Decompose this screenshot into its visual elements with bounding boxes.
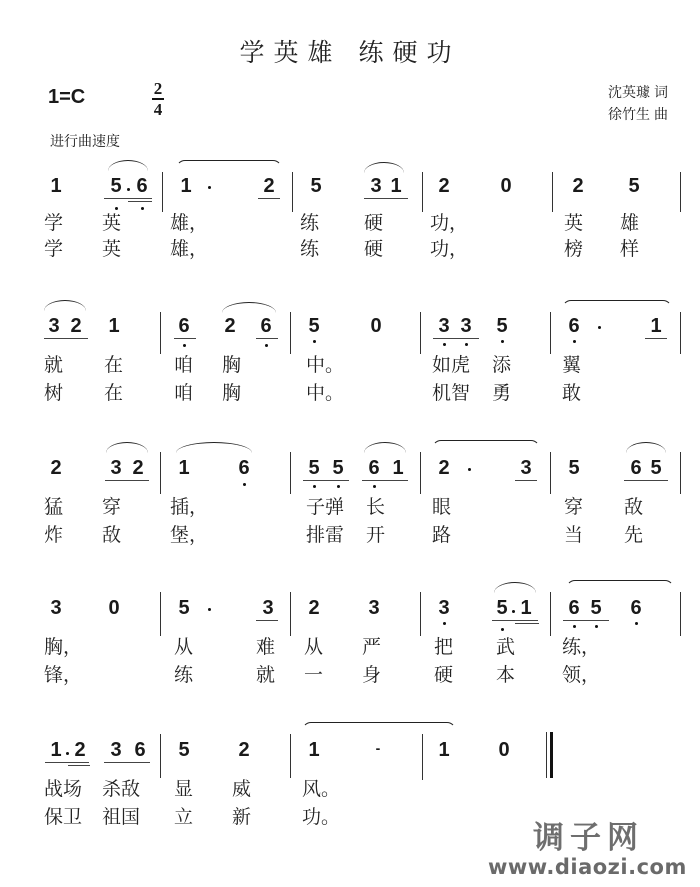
- lyric: 功。: [302, 806, 341, 828]
- bar-line: [550, 592, 551, 636]
- note: 5: [650, 457, 662, 479]
- note: 3: [460, 315, 472, 337]
- note: 2: [70, 315, 82, 337]
- lyric: 先: [624, 524, 644, 546]
- bar-line: [290, 592, 291, 636]
- lyric: 显: [174, 778, 194, 800]
- credit-lyricist: [608, 82, 668, 104]
- lyric: 战场: [44, 778, 83, 800]
- lyric: 从: [174, 636, 194, 658]
- slur: [44, 300, 86, 311]
- note: 3: [110, 457, 122, 479]
- lyric: 咱: [174, 382, 194, 404]
- lyric: 就: [44, 354, 64, 376]
- lyric: 胸: [222, 382, 242, 404]
- lyric: 身: [362, 664, 382, 686]
- note: 6: [134, 739, 146, 761]
- bar-line: [420, 592, 421, 636]
- lyric: 雄，: [170, 238, 209, 260]
- note: 1: [650, 315, 662, 337]
- note: 5: [110, 175, 122, 197]
- note: 1: [178, 457, 190, 479]
- lyric: 领，: [562, 664, 601, 686]
- lyric: 从: [304, 636, 324, 658]
- note: 2: [238, 739, 250, 761]
- note: 1: [50, 175, 62, 197]
- tie: [176, 160, 282, 169]
- lyric: 功，: [430, 238, 469, 260]
- note: 3: [370, 175, 382, 197]
- note: 1: [438, 739, 450, 761]
- key-signature: 1=C: [48, 86, 86, 108]
- note: 2: [50, 457, 62, 479]
- score-system-2: [0, 290, 700, 420]
- lyric: 添: [492, 354, 512, 376]
- augmentation-dot: [598, 326, 601, 329]
- lyric: 穿: [102, 496, 122, 518]
- slur: [494, 582, 536, 593]
- lyric: 树: [44, 382, 64, 404]
- beam: [515, 623, 539, 624]
- lyric: 在: [104, 354, 124, 376]
- note: 0: [500, 175, 512, 197]
- beam: [258, 198, 280, 199]
- low-octave-dot: [141, 207, 144, 210]
- bar-line: [290, 734, 291, 778]
- bar-line: [162, 172, 163, 212]
- lyric: 胸: [222, 354, 242, 376]
- lyric: 咱: [174, 354, 194, 376]
- beam: [256, 620, 278, 621]
- note: 5: [628, 175, 640, 197]
- note: 2: [438, 457, 450, 479]
- time-sig-bottom: 4: [153, 100, 163, 119]
- low-octave-dot: [313, 485, 316, 488]
- low-octave-dot: [337, 485, 340, 488]
- note: 5: [496, 597, 508, 619]
- beam: [492, 620, 538, 621]
- note: 3: [262, 597, 274, 619]
- bar-line: [422, 172, 423, 212]
- bar-line: [160, 734, 161, 778]
- tie: [432, 440, 540, 449]
- time-signature: [152, 80, 164, 118]
- note: 5: [178, 739, 190, 761]
- lyric: 排雷: [306, 524, 345, 546]
- note: 6: [630, 457, 642, 479]
- note: 6: [368, 457, 380, 479]
- low-octave-dot: [635, 622, 638, 625]
- lyric: 新: [232, 806, 252, 828]
- note: 0: [370, 315, 382, 337]
- lyric: 硬: [364, 238, 384, 260]
- note: 6: [178, 315, 190, 337]
- note: 2: [438, 175, 450, 197]
- lyric: 祖国: [102, 806, 141, 828]
- beam: [645, 338, 667, 339]
- beam: [44, 338, 88, 339]
- bar-line: [292, 172, 293, 212]
- bar-line: [160, 312, 161, 354]
- lyric: 英: [564, 212, 584, 234]
- lyric: 眼: [432, 496, 452, 518]
- beam: [364, 198, 408, 199]
- note: 6: [260, 315, 272, 337]
- lyric: 雄，: [170, 212, 209, 234]
- slur: [626, 442, 666, 453]
- low-octave-dot: [443, 343, 446, 346]
- note: 2: [263, 175, 275, 197]
- note: 1: [108, 315, 120, 337]
- low-octave-dot: [573, 625, 576, 628]
- note: 3: [520, 457, 532, 479]
- lyricist-name: 沈英璩: [608, 85, 650, 101]
- tie: [562, 300, 672, 309]
- low-octave-dot: [465, 343, 468, 346]
- lyric: 开: [366, 524, 386, 546]
- lyric: 翼: [562, 354, 582, 376]
- lyric: 如虎: [432, 354, 471, 376]
- lyric: 练，: [562, 636, 601, 658]
- augmentation-dot: [208, 608, 211, 611]
- note: 3: [110, 739, 122, 761]
- lyric: 机智: [432, 382, 471, 404]
- beam: [515, 480, 537, 481]
- credits: [608, 82, 668, 126]
- lyric: 就: [256, 664, 276, 686]
- lyric: 当: [564, 524, 584, 546]
- lyric: 杀敌: [102, 778, 141, 800]
- note: 5: [332, 457, 344, 479]
- note: 1: [50, 739, 62, 761]
- beam: [362, 480, 408, 481]
- lyric: 把: [434, 636, 454, 658]
- note: 1: [392, 457, 404, 479]
- beam: [174, 338, 196, 339]
- beam: [104, 198, 152, 199]
- lyric: 插，: [170, 496, 209, 518]
- credit-composer: [608, 104, 668, 126]
- lyric: 样: [620, 238, 640, 260]
- augmentation-dot: [127, 188, 130, 191]
- augmentation-dot: [512, 610, 515, 613]
- note: 1: [180, 175, 192, 197]
- note: 5: [308, 457, 320, 479]
- low-octave-dot: [265, 344, 268, 347]
- lyric: 武: [496, 636, 516, 658]
- lyric: 胸，: [44, 636, 83, 658]
- watermark-brand: 调子网: [533, 820, 644, 856]
- final-barline-thick: [550, 732, 553, 778]
- score-system-4: [0, 570, 700, 700]
- low-octave-dot: [313, 340, 316, 343]
- lyric: 敌: [624, 496, 644, 518]
- bar-line: [680, 312, 681, 354]
- score-system-3: [0, 430, 700, 560]
- bar-line: [680, 592, 681, 636]
- bar-line: [550, 452, 551, 494]
- augmentation-dot: [208, 186, 211, 189]
- note: 2: [572, 175, 584, 197]
- beam: [303, 480, 349, 481]
- lyric: 长: [366, 496, 386, 518]
- beam: [128, 201, 152, 202]
- note: 5: [496, 315, 508, 337]
- low-octave-dot: [243, 483, 246, 486]
- lyric: 威: [232, 778, 252, 800]
- bar-line: [422, 734, 423, 780]
- note: 1: [390, 175, 402, 197]
- note: 3: [368, 597, 380, 619]
- final-barline-thin: [546, 732, 547, 778]
- note: 5: [310, 175, 322, 197]
- lyric: 中。: [306, 382, 345, 404]
- lyric: 硬: [434, 664, 454, 686]
- note: 6: [630, 597, 642, 619]
- beam: [45, 762, 89, 763]
- slur: [222, 302, 276, 313]
- beam: [68, 765, 90, 766]
- beam: [563, 620, 609, 621]
- lyric: 炸: [44, 524, 64, 546]
- bar-line: [420, 312, 421, 354]
- bar-line: [420, 452, 421, 494]
- tie: [302, 722, 456, 731]
- lyric: 学: [44, 238, 64, 260]
- bar-line: [290, 312, 291, 354]
- note: 0: [498, 739, 510, 761]
- beam: [256, 338, 278, 339]
- slur: [364, 162, 404, 173]
- dash-extension: -: [375, 740, 381, 756]
- lyric: 敌: [102, 524, 122, 546]
- note: 1: [520, 597, 532, 619]
- lyric: 英: [102, 238, 122, 260]
- low-octave-dot: [501, 628, 504, 631]
- bar-line: [290, 452, 291, 494]
- note: 3: [50, 597, 62, 619]
- tempo-marking: 进行曲速度: [50, 134, 120, 150]
- score-system-1: [0, 150, 700, 280]
- song-title: 学英雄 练硬功: [239, 38, 461, 67]
- watermark-url[interactable]: www.diaozi.com: [488, 855, 687, 879]
- note: 5: [178, 597, 190, 619]
- bar-line: [550, 312, 551, 354]
- note: 3: [438, 315, 450, 337]
- lyric: 子弹: [306, 496, 345, 518]
- note: 5: [568, 457, 580, 479]
- lyric: 练: [300, 238, 320, 260]
- note: 2: [308, 597, 320, 619]
- slur: [108, 160, 148, 171]
- note: 2: [74, 739, 86, 761]
- lyric: 难: [256, 636, 276, 658]
- lyric: 穿: [564, 496, 584, 518]
- note: 5: [590, 597, 602, 619]
- note: 6: [238, 457, 250, 479]
- lyric: 练: [174, 664, 194, 686]
- lyric: 榜: [564, 238, 584, 260]
- augmentation-dot: [468, 468, 471, 471]
- note: 0: [108, 597, 120, 619]
- lyric: 练: [300, 212, 320, 234]
- note: 3: [438, 597, 450, 619]
- composer-role: 曲: [654, 107, 668, 123]
- lyric: 本: [496, 664, 516, 686]
- lyric: 在: [104, 382, 124, 404]
- lyric: 硬: [364, 212, 384, 234]
- note: 1: [308, 739, 320, 761]
- low-octave-dot: [115, 207, 118, 210]
- note: 2: [132, 457, 144, 479]
- lyric: 路: [432, 524, 452, 546]
- note: 3: [48, 315, 60, 337]
- composer-name: 徐竹生: [608, 107, 650, 123]
- lyric: 雄: [620, 212, 640, 234]
- low-octave-dot: [573, 340, 576, 343]
- note: 6: [568, 597, 580, 619]
- augmentation-dot: [66, 752, 69, 755]
- slur: [364, 442, 406, 453]
- low-octave-dot: [183, 344, 186, 347]
- note: 5: [308, 315, 320, 337]
- time-sig-top: 2: [153, 79, 163, 98]
- note: 6: [136, 175, 148, 197]
- low-octave-dot: [595, 625, 598, 628]
- lyric: 学: [44, 212, 64, 234]
- lyric: 英: [102, 212, 122, 234]
- slur: [176, 442, 252, 453]
- bar-line: [160, 592, 161, 636]
- lyric: 严: [362, 636, 382, 658]
- beam: [624, 480, 668, 481]
- bar-line: [552, 172, 553, 212]
- lyric: 敢: [562, 382, 582, 404]
- bar-line: [680, 172, 681, 212]
- beam: [104, 762, 150, 763]
- note: 6: [568, 315, 580, 337]
- lyricist-role: 词: [654, 85, 668, 101]
- lyric: 一: [304, 664, 324, 686]
- note: 2: [224, 315, 236, 337]
- low-octave-dot: [443, 622, 446, 625]
- lyric: 勇: [492, 382, 512, 404]
- low-octave-dot: [373, 485, 376, 488]
- tie: [566, 580, 674, 589]
- beam: [105, 480, 149, 481]
- lyric: 风。: [302, 778, 341, 800]
- lyric: 锋，: [44, 664, 83, 686]
- slur: [106, 442, 148, 453]
- lyric: 中。: [306, 354, 345, 376]
- beam: [433, 338, 479, 339]
- bar-line: [160, 452, 161, 494]
- bar-line: [680, 452, 681, 494]
- low-octave-dot: [501, 340, 504, 343]
- lyric: 猛: [44, 496, 64, 518]
- lyric: 保卫: [44, 806, 83, 828]
- lyric: 功，: [430, 212, 469, 234]
- lyric: 堡，: [170, 524, 209, 546]
- lyric: 立: [174, 806, 194, 828]
